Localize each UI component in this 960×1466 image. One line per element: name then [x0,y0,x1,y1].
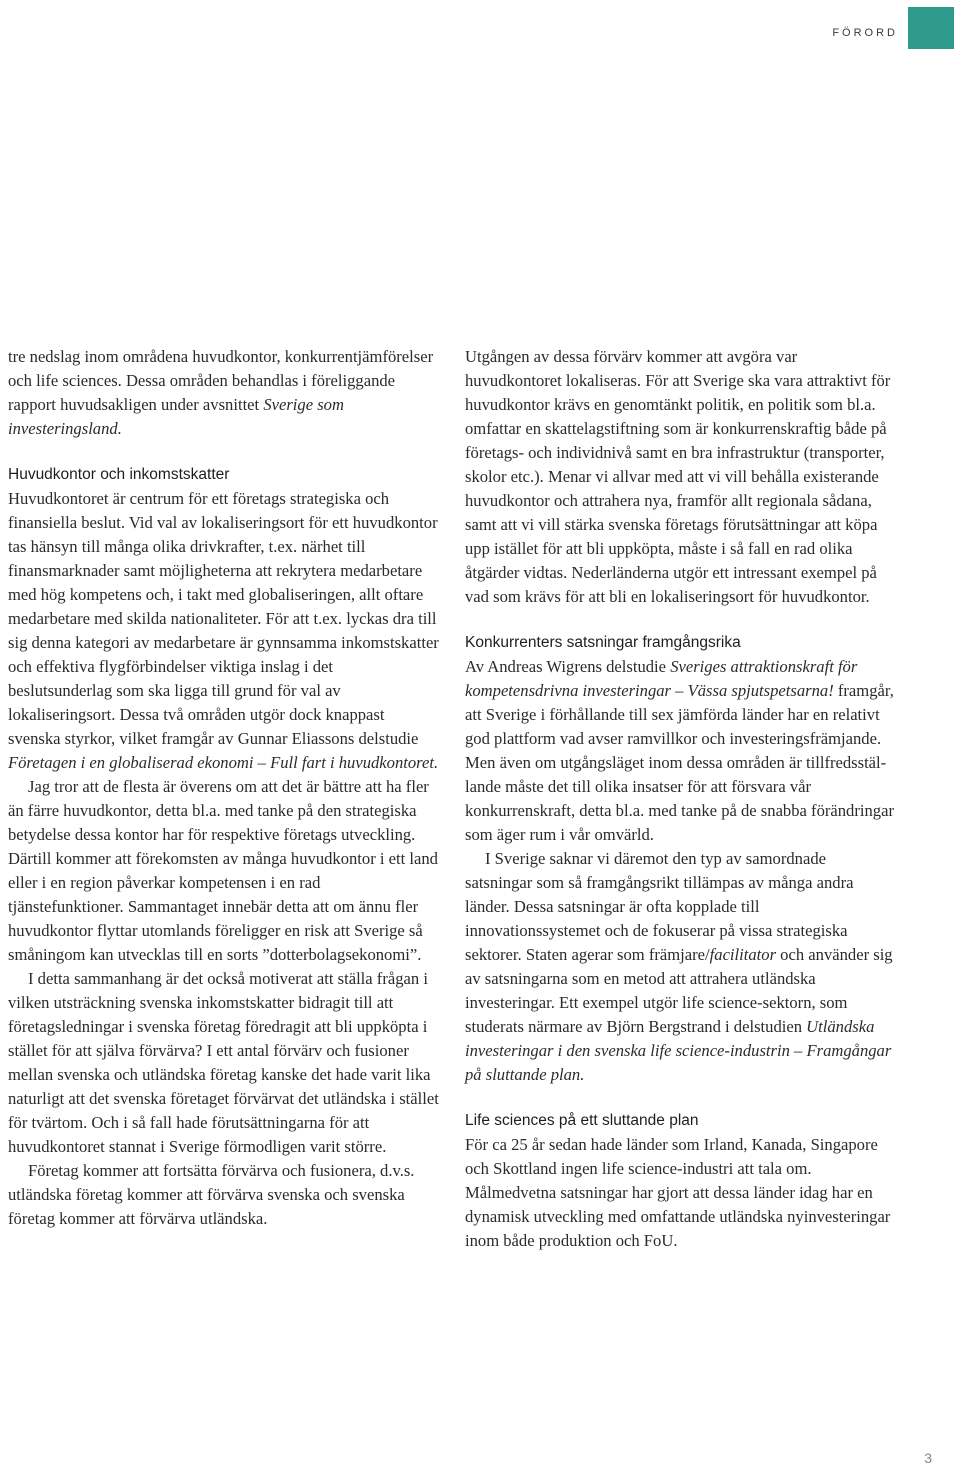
facilitator-term: facilitator [709,945,777,964]
paragraph-forvarv: Företag kommer att fortsätta förvärva och fusionera, d.v.s. utländska företag kommer att förvärva svenska och svenska företag kommer att förvärva utländska. [8,1161,415,1228]
intro-title: Sverige som investeringsland. [8,395,344,438]
intro-paragraph [8,345,440,441]
paragraph-wigren [465,655,897,847]
heading-konkurrenter: Konkurrenters satsningar framgångsrika [465,634,741,651]
left-column [8,345,440,1231]
heading-life-sciences: Life sciences på ett sluttande plan [465,1112,699,1129]
paragraph-huvudkontor-text: Huvudkontoret är centrum för ett företags strategiska och finansiella beslut. Vid val av lokaliseringsort för ett huvudkontor tas hänsyn till många olika drivkrafter, t.ex. närhet till finansmarknader samt möjligheterna att rekrytera medarbetare med hög kompetens och, i takt med globaliseringen, allt oftare medarbetare med skilda nationaliteter. För att t.ex. lyckas dra till sig denna kategori av medarbetare är gynnsamma inkomstskatter och effektiva flygförbindelser viktiga inslag i det beslutsunderlag som ska ligga till grund för val av lokaliseringsort. Dessa två områden utgör dock knappast svenska styrkor, vilket framgår av Gunnar Eliassons delstudie [8,489,439,748]
accent-block [908,7,954,49]
study-title-wigren: Sveriges attraktionskraft för kompetensdrivna investeringar – Vässa spjutspetsarna! [465,657,858,700]
right-column [465,345,897,1253]
heading-huvudkontor: Huvudkontor och inkomstskatter [8,466,230,483]
paragraph-huvudkontor [8,487,440,775]
paragraph-inkomstskatter: I detta sammanhang är det också motiverat att ställa frågan i vilken utsträckning svenska inkomstskatter bidragit till att företagsledningar i svenska företag föredragit att bli uppköpta i stället för att själva förvärva? I ett antal förvärv och fusioner mellan svenska och utländska företag kanske det hade varit lika naturligt att det svenska företaget förvärvat det utländska i stället för tvärtom. Och i så fall hade förutsättningarna för att huvudkontoret stannat i Sverige förmodligen varit större. [8,969,439,1156]
study-title-bergstrand: Utländska investeringar i den svenska life science-industrin – Framgångar på sluttande plan. [465,1017,892,1084]
paragraph-satsningar [465,847,897,1087]
paragraph-wigren-post: framgår, att Sverige i förhållande till sex jämförda länder har en relativt god plattform vad avser ramvillkor och investeringsfrämjande. Men även om utgångsläget inom dessa områden är tillfredsställande måste det till olika insatser för att försvara vår konkurrenskraft, detta bl.a. med tanke på de snabba förändringar som äger rum i vår omvärld. [465,681,894,844]
intro-text: tre nedslag inom områdena huvudkontor, konkurrentjämförelser och life sciences. Dessa områden behandlas i föreliggande rapport huvudsakligen under avsnittet [8,347,434,414]
paragraph-life-sciences: För ca 25 år sedan hade länder som Irland, Kanada, Singapore och Skottland ingen life science-industri att tala om. Målmedvetna satsningar har gjort att dessa länder idag har en dynamisk utveckling med omfattande utländska nyinvesteringar inom både produktion och FoU. [465,1135,891,1250]
paragraph-fler-huvudkontor: Jag tror att de flesta är överens om att det är bättre att ha fler än färre huvudkontor, detta bl.a. med tanke på den strategiska betydelse dessa kontor har för respektive företags utveckling. Därtill kommer att förekomsten av många huvudkontor i ett land eller i en region påverkar kompetensen i en rad tjänstefunktioner. Sammantaget innebär detta att om ännu fler huvudkontor flyttar utomlands föreligger en risk att Sverige så småningom kan utvecklas till en sorts ”dotterbolagsekonomi”. [8,777,438,964]
section-label: FÖRORD [832,27,898,39]
paragraph-utgangen: Utgången av dessa förvärv kommer att avgöra var huvudkontoret lokaliseras. För att Sverige ska vara attraktivt för huvudkontor krävs en genomtänkt politik, en politik som bl.a. omfattar en skattelagstiftning som är konkurrenskraftig både på företags- och individnivå samt en bra infrastruktur (transporter, skolor etc.). Menar vi allvar med att vi vill behålla existerande huvudkontor och attrahera nya, framför allt regionala sådana, samt att vi vill stärka svenska företags förutsättningar att köpa upp istället för att bli uppköpta, måste i så fall en rad olika åtgärder vidtas. Nederländerna utgör ett intressant exempel på vad som krävs för att bli en lokaliseringsort för huvudkontor. [465,347,891,606]
paragraph-satsningar-pre: I Sverige saknar vi däremot den typ av samordnade satsningar som så framgångsrikt tillämpas av många andra länder. Dessa satsningar är ofta kopplade till innovationssystemet och de fokuserar på vissa strategiska sektorer. Staten agerar som främjare/ [465,849,854,964]
paragraph-satsningar-mid: och använder sig av satsningarna som en metod att attrahera utländska investeringar. Ett exempel utgör life science-sektorn, som studerats närmare av Björn Bergstrand i delstudien [465,945,893,1036]
paragraph-wigren-pre: Av Andreas Wigrens delstudie [465,657,671,676]
page-number: 3 [924,1450,932,1466]
study-title-eliasson: Företagen i en globaliserad ekonomi – Full fart i huvudkontoret. [8,753,439,772]
